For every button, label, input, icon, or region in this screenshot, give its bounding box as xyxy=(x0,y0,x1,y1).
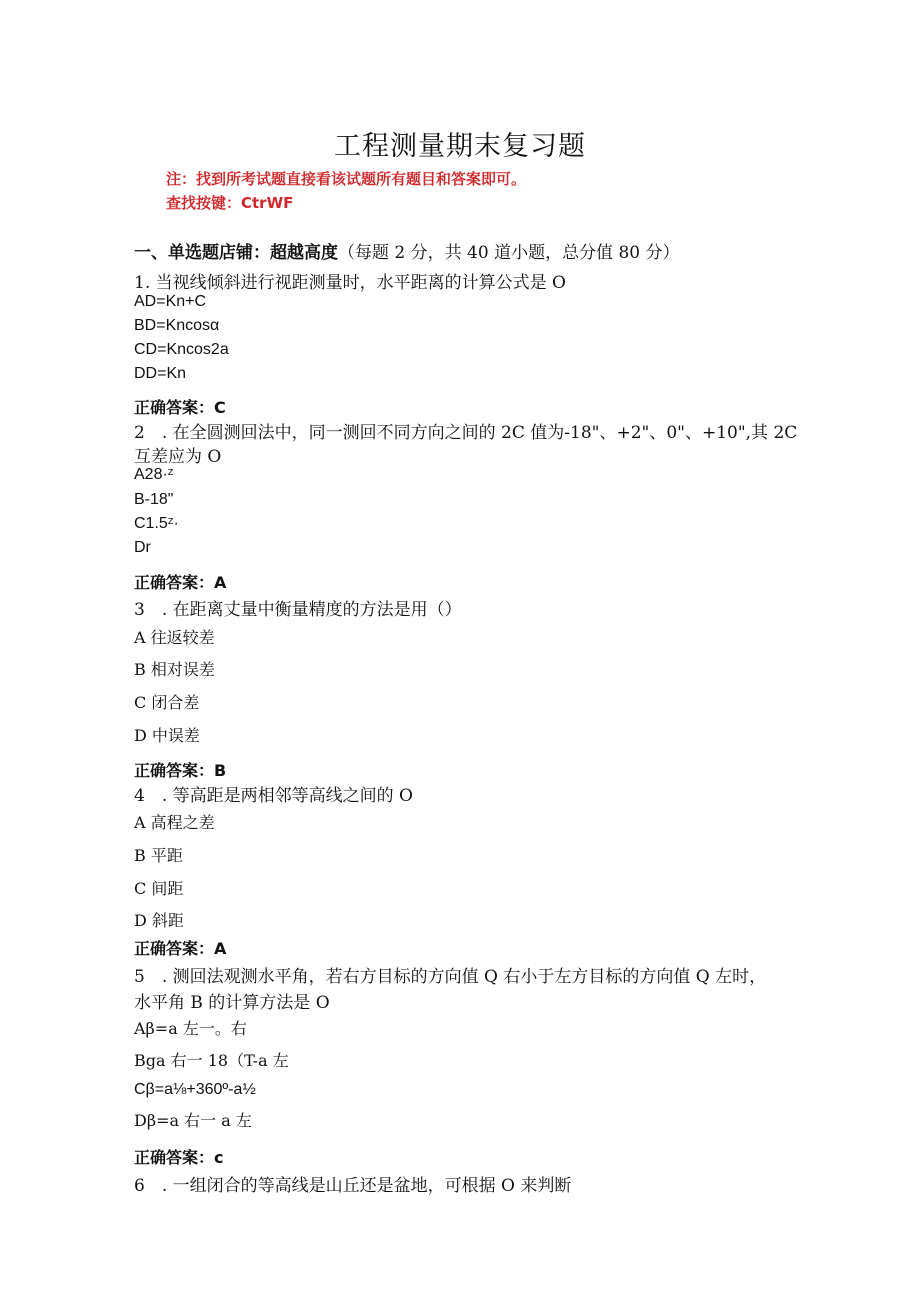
question-1-option-c: CD=Kncos2a xyxy=(134,341,229,358)
question-3-option-c: C 闭合差 xyxy=(134,693,200,712)
question-2-option-d: Dr xyxy=(134,539,151,556)
question-5-option-d: Dβ=a 右一 a 左 xyxy=(134,1111,252,1130)
question-3-option-d: D 中误差 xyxy=(134,726,200,745)
question-1-answer: 正确答案：C xyxy=(134,398,226,417)
question-2-stem-line1: 2 . 在全圆测回法中，同一测回不同方向之间的 2C 值为-18"、+2"、0"、+10",其 2C xyxy=(134,423,798,443)
question-5-option-a: Aβ=a 左一。右 xyxy=(134,1019,247,1038)
section-heading-scoring: （每题 2 分，共 40 道小题，总分值 80 分） xyxy=(338,243,680,263)
question-4-option-a: A 高程之差 xyxy=(134,813,215,832)
question-5-stem-line2: 水平角 B 的计算方法是 O xyxy=(134,993,330,1013)
question-5-answer: 正确答案：c xyxy=(134,1148,224,1167)
question-1-option-b: BD=Kncosα xyxy=(134,317,220,334)
question-6-stem: 6 . 一组闭合的等高线是山丘还是盆地，可根据 O 来判断 xyxy=(134,1176,572,1196)
question-1-option-a: AD=Kn+C xyxy=(134,293,207,310)
section-heading xyxy=(134,238,680,263)
question-3-stem: 3 . 在距离丈量中衡量精度的方法是用（） xyxy=(134,600,462,620)
question-2-option-b: B-18" xyxy=(134,491,174,508)
search-hint: 查找按键：CtrWF xyxy=(166,194,294,212)
section-heading-bold: 一、单选题店铺：超越高度 xyxy=(134,243,338,263)
question-4-answer: 正确答案：A xyxy=(134,939,227,958)
question-1-stem: 1. 当视线倾斜进行视距测量时，水平距离的计算公式是 O xyxy=(134,273,566,293)
question-1-option-d: DD=Kn xyxy=(134,365,187,382)
question-5-option-c: Cβ=a⅛+360º-a½ xyxy=(134,1081,256,1098)
question-2-answer: 正确答案：A xyxy=(134,573,227,592)
question-5-stem-line1: 5 . 测回法观测水平角，若右方目标的方向值 Q 右小于左方目标的方向值 Q 左时， xyxy=(134,967,767,987)
note-line: 注：找到所考试题直接看该试题所有题目和答案即可。 xyxy=(166,170,527,188)
question-4-stem: 4 . 等高距是两相邻等高线之间的 O xyxy=(134,786,413,806)
question-3-answer: 正确答案：B xyxy=(134,761,227,780)
question-2-stem-line2: 互差应为 O xyxy=(134,447,222,467)
question-3-option-a: A 往返较差 xyxy=(134,628,215,647)
question-3-option-b: B 相对误差 xyxy=(134,660,215,679)
question-4-option-d: D 斜距 xyxy=(134,911,184,930)
question-4-option-c: C 间距 xyxy=(134,879,184,898)
question-2-option-c: C1.5ᶻ· xyxy=(134,515,179,532)
question-5-option-b: Bga 右一 18（T-a 左 xyxy=(134,1051,289,1070)
question-4-option-b: B 平距 xyxy=(134,846,183,865)
page-title: 工程测量期末复习题 xyxy=(334,131,586,162)
question-2-option-a: A28·ᶻ xyxy=(134,466,174,483)
